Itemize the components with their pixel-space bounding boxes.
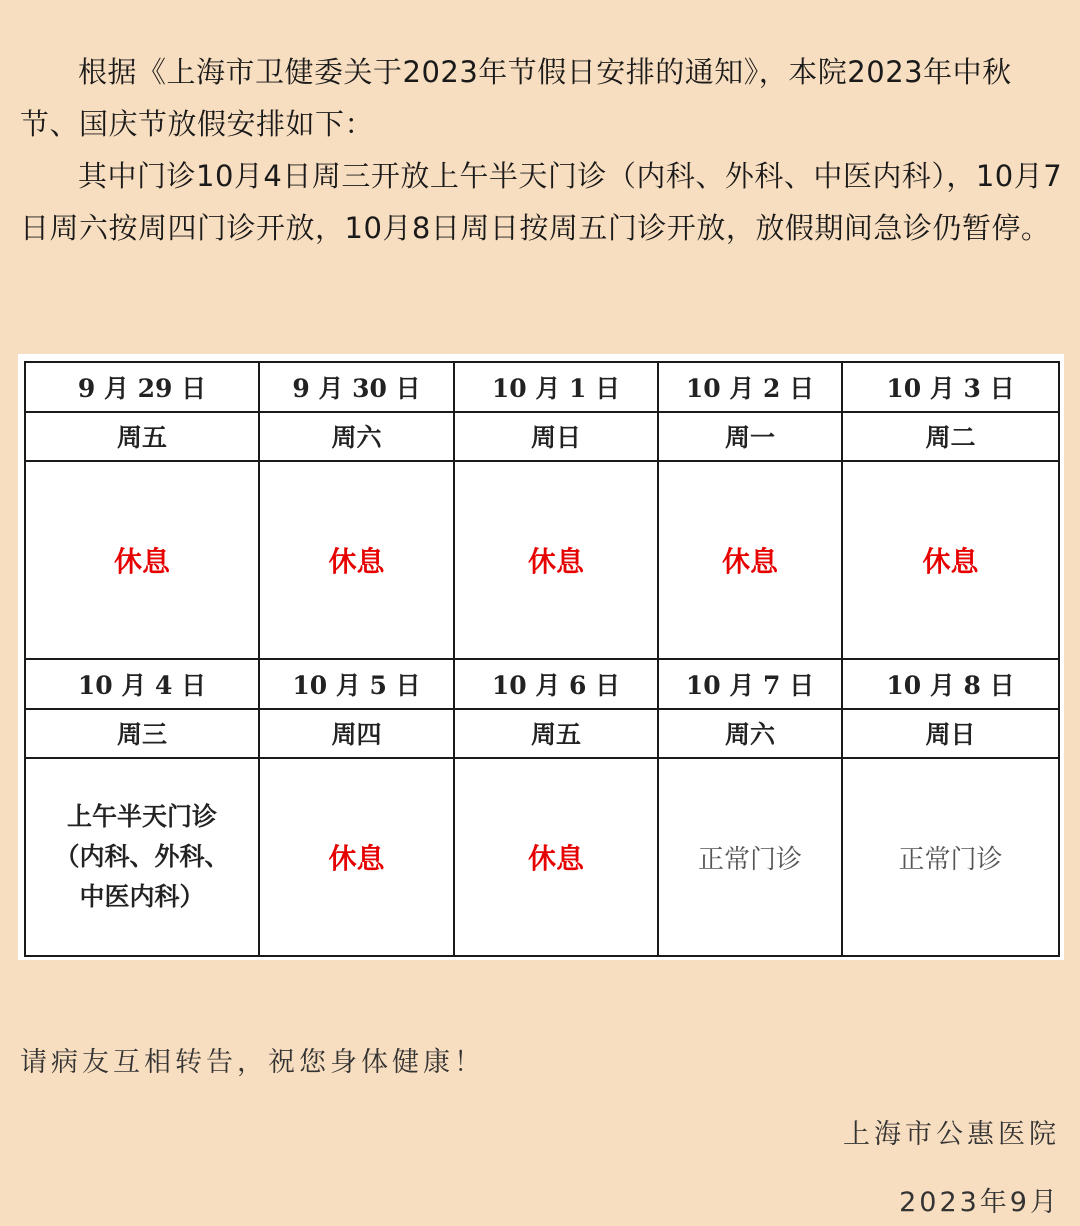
- rest-status: 休息: [721, 545, 778, 578]
- table-row-dates-2: [25, 659, 1059, 709]
- signature-date: 2023年9月: [899, 1187, 1060, 1218]
- date-cell: 10 月 5 日: [259, 659, 454, 709]
- notice-body: [20, 46, 1065, 254]
- date-cell: 9 月 29 日: [25, 362, 259, 412]
- table-row-dates-1: [25, 362, 1059, 412]
- closing-message: 请病友互相转告，祝您身体健康！: [20, 1047, 485, 1078]
- status-cell: [658, 758, 842, 956]
- schedule-table-container: [18, 354, 1064, 960]
- weekday-cell: 周三: [25, 709, 259, 759]
- table-row-weekdays-2: [25, 709, 1059, 759]
- weekday-cell: 周日: [454, 412, 658, 462]
- status-cell: [842, 461, 1059, 659]
- rest-status: 休息: [527, 545, 584, 578]
- table-row-status-2: [25, 758, 1059, 956]
- rest-status: 休息: [328, 842, 385, 875]
- weekday-cell: 周日: [842, 709, 1059, 759]
- holiday-schedule-table: [24, 361, 1060, 957]
- date-cell: 9 月 30 日: [259, 362, 454, 412]
- weekday-cell: 周五: [25, 412, 259, 462]
- normal-clinic-status: 正常门诊: [697, 844, 802, 875]
- half-day-clinic-status: [54, 797, 229, 917]
- weekday-cell: 周五: [454, 709, 658, 759]
- weekday-cell: 周六: [259, 412, 454, 462]
- rest-status: 休息: [527, 842, 584, 875]
- status-cell: [842, 758, 1059, 956]
- normal-clinic-status: 正常门诊: [898, 844, 1003, 875]
- rest-status: 休息: [922, 545, 979, 578]
- date-cell: 10 月 6 日: [454, 659, 658, 709]
- weekday-cell: 周一: [658, 412, 842, 462]
- weekday-cell: 周二: [842, 412, 1059, 462]
- rest-status: 休息: [328, 545, 385, 578]
- date-cell: 10 月 1 日: [454, 362, 658, 412]
- status-cell: [658, 461, 842, 659]
- hospital-signature: 上海市公惠医院: [843, 1119, 1060, 1150]
- date-cell: 10 月 4 日: [25, 659, 259, 709]
- date-cell: 10 月 8 日: [842, 659, 1059, 709]
- half-day-line: （内科、外科、: [54, 842, 230, 871]
- status-cell: [25, 758, 259, 956]
- date-cell: 10 月 3 日: [842, 362, 1059, 412]
- weekday-cell: 周四: [259, 709, 454, 759]
- table-row-status-1: [25, 461, 1059, 659]
- status-cell: [454, 461, 658, 659]
- notice-paragraph-2: 其中门诊10月4日周三开放上午半天门诊（内科、外科、中医内科），10月7日周六按周四门诊开放，10月8日周日按周五门诊开放，放假期间急诊仍暂停。: [20, 159, 1063, 245]
- notice-paragraph-1: 根据《上海市卫健委关于2023年节假日安排的通知》，本院2023年中秋节、国庆节放假安排如下：: [20, 55, 1012, 141]
- table-row-weekdays-1: [25, 412, 1059, 462]
- half-day-line: 上午半天门诊: [66, 802, 217, 831]
- status-cell: [259, 758, 454, 956]
- date-cell: 10 月 2 日: [658, 362, 842, 412]
- date-cell: 10 月 7 日: [658, 659, 842, 709]
- rest-status: 休息: [113, 545, 170, 578]
- status-cell: [454, 758, 658, 956]
- status-cell: [259, 461, 454, 659]
- half-day-line: 中医内科）: [79, 882, 205, 911]
- weekday-cell: 周六: [658, 709, 842, 759]
- status-cell: [25, 461, 259, 659]
